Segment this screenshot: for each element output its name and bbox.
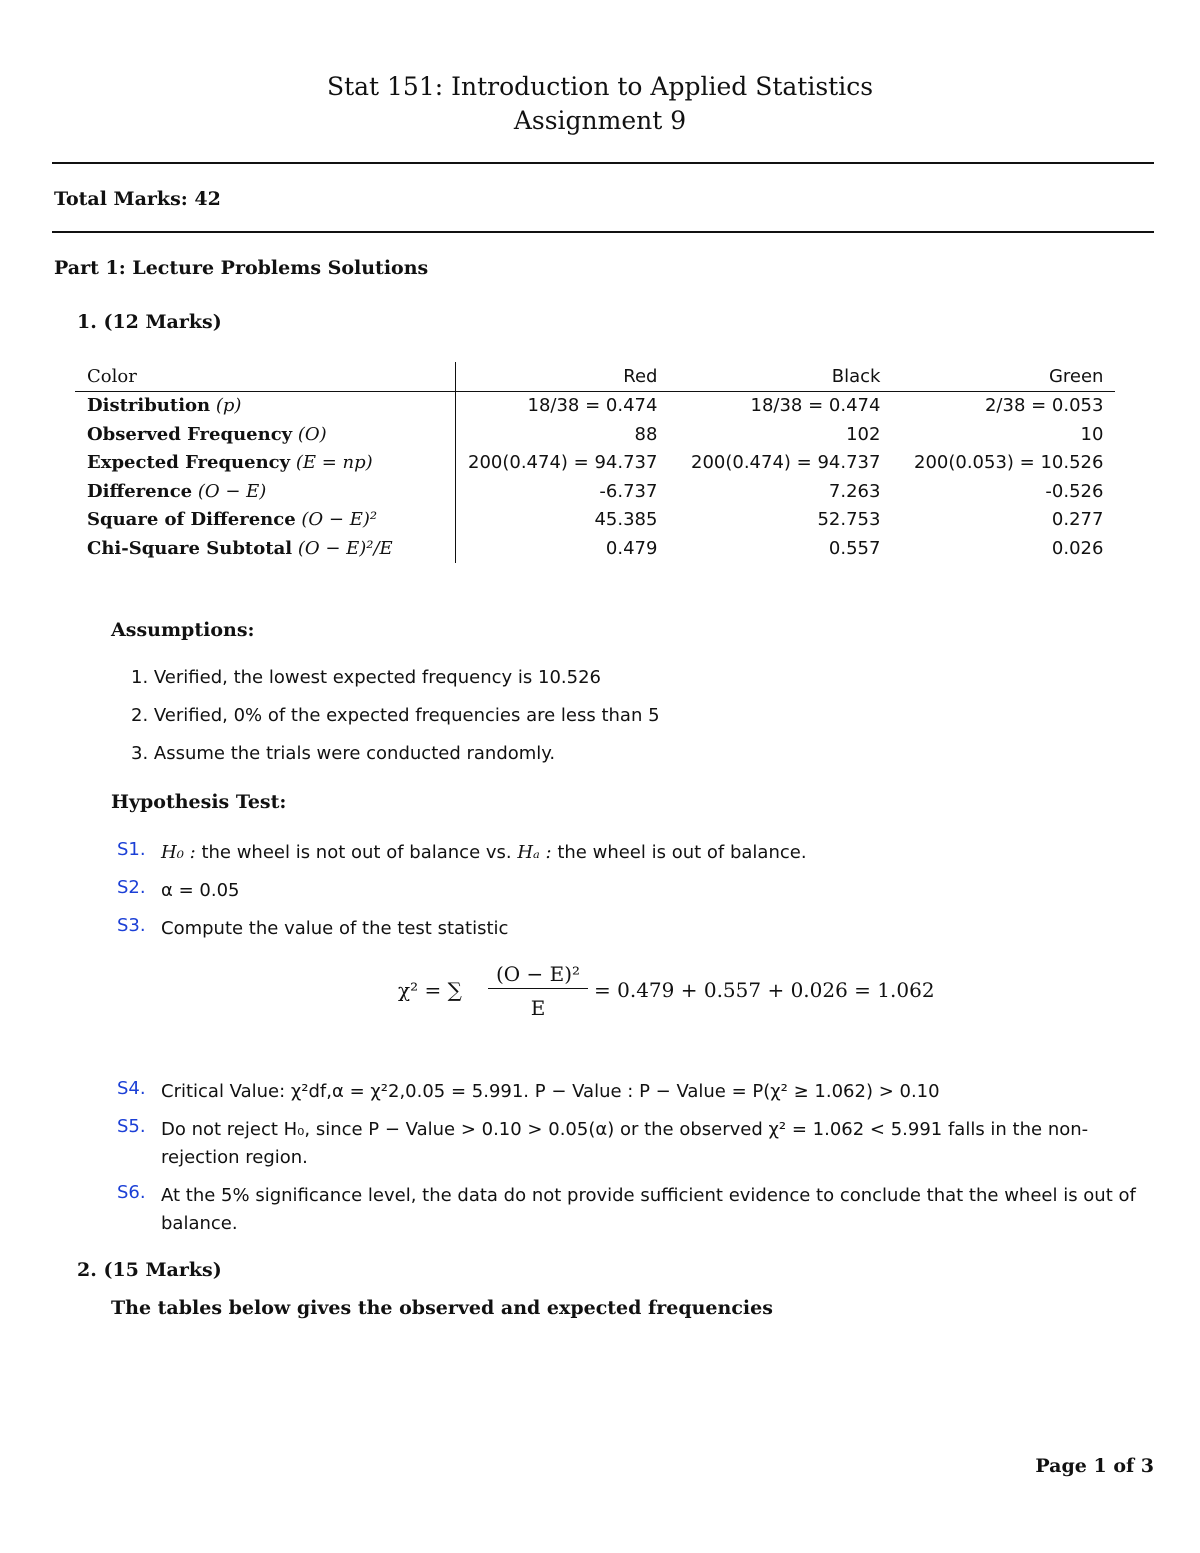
cell-green: 2/38 = 0.053 [984, 395, 1104, 417]
table-row [75, 449, 1115, 478]
frequency-table [75, 362, 1115, 563]
equation-numerator: (O − E)² [488, 962, 588, 989]
cell-red: 200(0.474) = 94.737 [468, 452, 658, 474]
equation-lhs: χ² = ∑ [398, 978, 462, 1002]
page-number: Page 1 of 3 [1035, 1455, 1154, 1477]
table-row [75, 420, 1115, 449]
cell-red: 0.479 [605, 537, 658, 559]
table-header-green: Green [892, 362, 1115, 391]
cell-black: 102 [846, 423, 881, 445]
step-marker: S6. [117, 1182, 146, 1203]
step-marker: S2. [117, 877, 146, 898]
step-marker: S1. [117, 839, 146, 860]
step-s5 [117, 1116, 1157, 1172]
table-header-color: Color [75, 362, 456, 391]
cell-green: 200(0.053) = 10.526 [914, 452, 1104, 474]
chi-square-equation [398, 962, 958, 1022]
cell-green: 0.277 [1051, 509, 1104, 531]
row-label: Chi-Square Subtotal [87, 537, 293, 559]
cell-black: 0.557 [828, 537, 881, 559]
cell-black: 18/38 = 0.474 [750, 395, 881, 417]
question-2-intro: The tables below gives the observed and expected frequencies [111, 1297, 773, 1319]
cell-green: -0.526 [1045, 480, 1104, 502]
equation-rhs: = 0.479 + 0.557 + 0.026 = 1.062 [594, 978, 935, 1002]
cell-black: 200(0.474) = 94.737 [691, 452, 881, 474]
cell-red: 88 [634, 423, 658, 445]
course-title: Stat 151: Introduction to Applied Statistics [326, 72, 874, 101]
row-math: (p) [215, 395, 242, 417]
step-marker: S4. [117, 1078, 146, 1099]
step-s3 [117, 915, 1157, 943]
assignment-title: Assignment 9 [513, 106, 687, 135]
row-label: Distribution [87, 395, 211, 417]
question-2-label: 2. (15 Marks) [77, 1259, 222, 1281]
table-header-row [75, 362, 1115, 391]
cell-black: 52.753 [817, 509, 881, 531]
step-s3-text: Compute the value of the test statistic [161, 918, 509, 939]
cell-red: 45.385 [594, 509, 658, 531]
row-label: Observed Frequency [87, 423, 293, 445]
table-row [75, 477, 1115, 506]
step-s4 [117, 1078, 1157, 1106]
row-math: (O − E) [197, 480, 267, 502]
step-marker: S5. [117, 1116, 146, 1137]
significance-level: α = 0.05 [161, 880, 240, 901]
assumption-item: 3. Assume the trials were conducted randomly. [131, 743, 556, 764]
assumption-item: 2. Verified, 0% of the expected frequencies are less than 5 [131, 705, 660, 726]
row-math: (O − E)²/E [297, 537, 393, 559]
null-hypothesis-symbol: H₀ : [161, 842, 196, 863]
table-row [75, 506, 1115, 535]
equation-denominator: E [530, 996, 546, 1020]
part-title: Part 1: Lecture Problems Solutions [54, 257, 429, 279]
row-label: Square of Difference [87, 509, 296, 531]
question-1-label: 1. (12 Marks) [77, 311, 222, 333]
row-label: Expected Frequency [87, 452, 291, 474]
conclusion-text: At the 5% significance level, the data do not provide sufficient evidence to conclude that the wheel is out of balance. [161, 1185, 1136, 1234]
table-header-black: Black [669, 362, 892, 391]
step-s1 [117, 839, 1157, 867]
row-math: (E = np) [295, 452, 373, 474]
top-divider [52, 162, 1154, 164]
cell-red: -6.737 [599, 480, 658, 502]
table-row [75, 391, 1115, 420]
cell-red: 18/38 = 0.474 [527, 395, 658, 417]
table-header-red: Red [456, 362, 670, 391]
step-s6 [117, 1182, 1157, 1238]
cell-green: 0.026 [1051, 537, 1104, 559]
null-hypothesis-text: the wheel is not out of balance vs. [201, 842, 512, 863]
row-math: (O − E)² [301, 509, 378, 531]
row-math: (O) [297, 423, 327, 445]
step-s2 [117, 877, 1157, 905]
section-divider [52, 231, 1154, 233]
assumption-item: 1. Verified, the lowest expected frequency is 10.526 [131, 667, 601, 688]
total-marks: Total Marks: 42 [54, 188, 221, 210]
step-marker: S3. [117, 915, 146, 936]
alt-hypothesis-text: the wheel is out of balance. [557, 842, 807, 863]
hypothesis-title: Hypothesis Test: [111, 791, 287, 813]
decision-text: Do not reject H₀, since P − Value > 0.10 > 0.05(α) or the observed χ² = 1.062 < 5.991 falls in the non-rejection region. [161, 1119, 1089, 1168]
critical-value-text: Critical Value: χ²df,α = χ²2,0.05 = 5.991. P − Value : P − Value = P(χ² ≥ 1.062) > 0.10 [161, 1081, 940, 1102]
assumptions-title: Assumptions: [111, 619, 255, 641]
table-row [75, 534, 1115, 563]
cell-black: 7.263 [828, 480, 881, 502]
row-label: Difference [87, 480, 193, 502]
cell-green: 10 [1080, 423, 1104, 445]
alt-hypothesis-symbol: Hₐ : [517, 842, 552, 863]
